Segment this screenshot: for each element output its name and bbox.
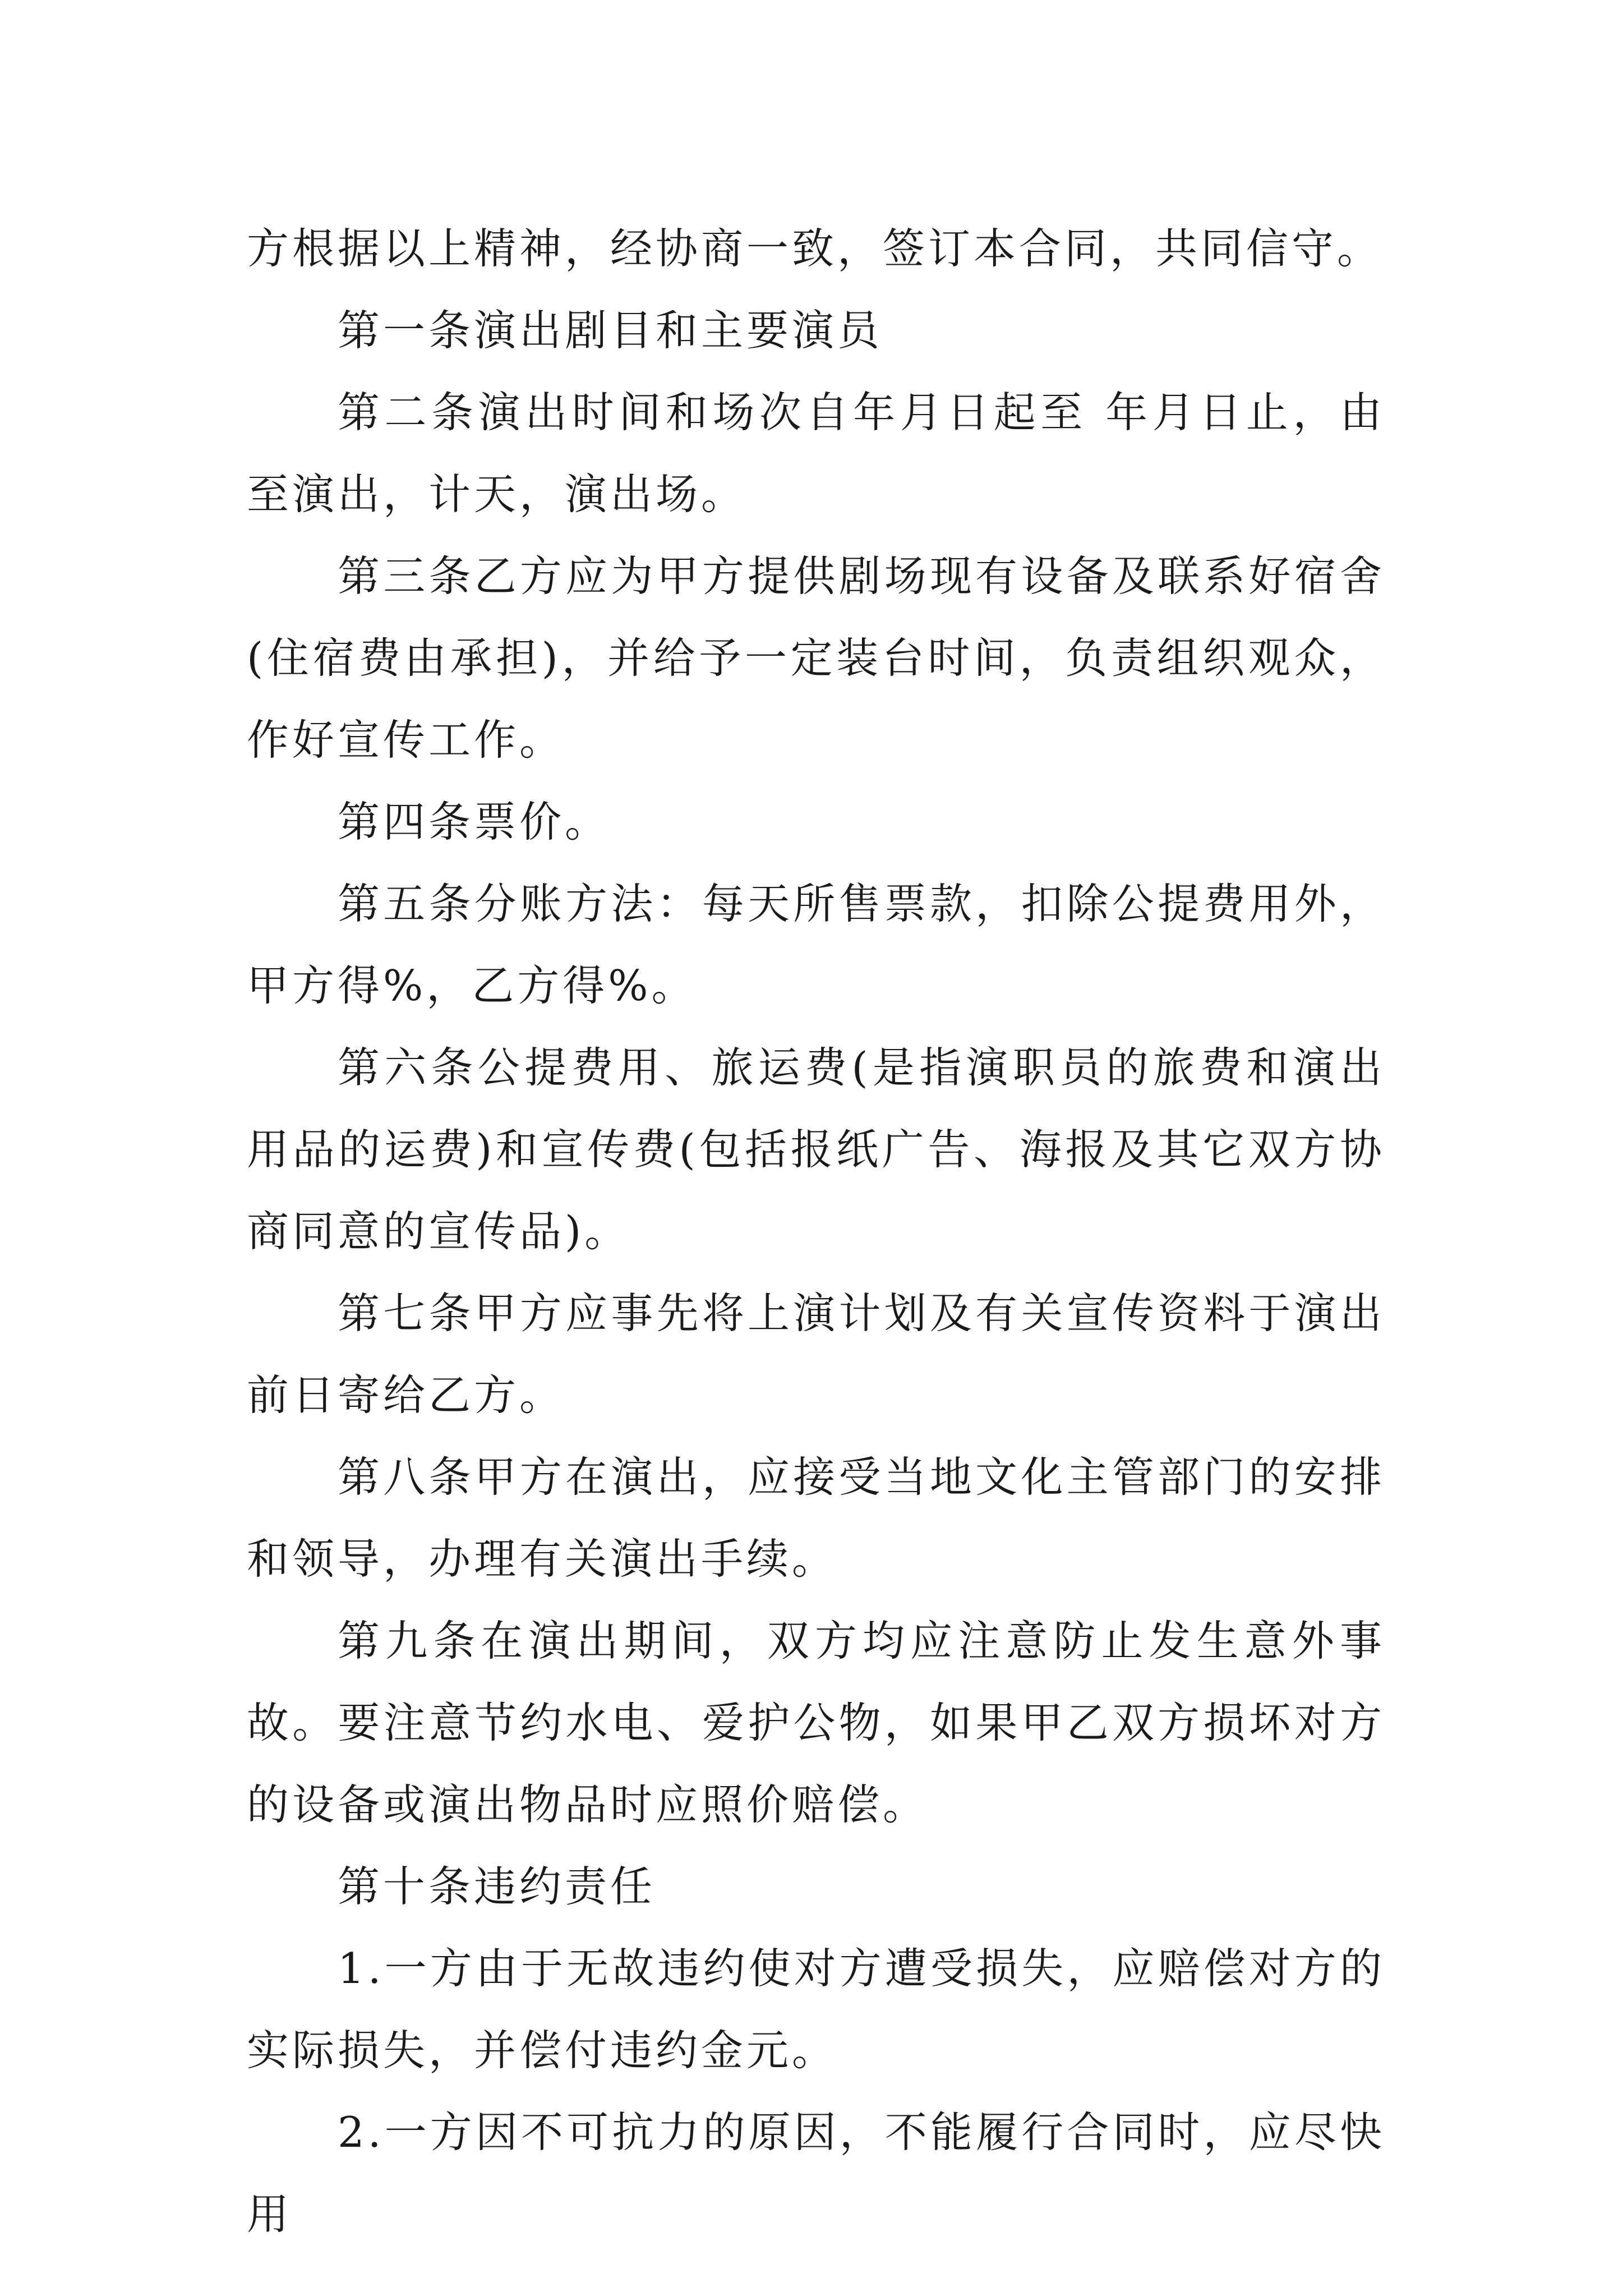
paragraph-article-1: 第一条演出剧目和主要演员 <box>338 306 883 355</box>
paragraph-article-8: 第八条甲方在演出，应接受当地文化主管部门的安排和领导，办理有关演出手续。 <box>247 1452 1385 1584</box>
paragraph-article-10-item-1: 1.一方由于无故违约使对方遭受损失，应赔偿对方的实际损失，并偿付违约金元。 <box>247 1944 1385 2075</box>
contract-body <box>247 208 1385 2255</box>
paragraph-article-10: 第十条违约责任 <box>338 1862 656 1911</box>
paragraph-article-7: 第七条甲方应事先将上演计划及有关宣传资料于演出前日寄给乙方。 <box>247 1289 1385 1420</box>
paragraph-article-4: 第四条票价。 <box>338 797 611 846</box>
paragraph-article-6: 第六条公提费用、旅运费(是指演职员的旅费和演出用品的运费)和宣传费(包括报纸广告、海报及其它双方协商同意的宣传品)。 <box>247 1043 1385 1256</box>
paragraph-article-9: 第九条在演出期间，双方均应注意防止发生意外事故。要注意节约水电、爱护公物，如果甲乙双方损坏对方的设备或演出物品时应照价赔偿。 <box>247 1616 1385 1829</box>
paragraph-article-5: 第五条分账方法：每天所售票款，扣除公提费用外，甲方得%，乙方得%。 <box>247 879 1385 1010</box>
paragraph-article-3: 第三条乙方应为甲方提供剧场现有设备及联系好宿舍(住宿费由承担)，并给予一定装台时间，负责组织观众，作好宣传工作。 <box>247 551 1385 765</box>
paragraph-article-10-item-2: 2.一方因不可抗力的原因，不能履行合同时，应尽快用 <box>247 2108 1385 2239</box>
paragraph-intro-continuation: 方根据以上精神，经协商一致，签订本合同，共同信守。 <box>247 224 1383 273</box>
paragraph-article-2: 第二条演出时间和场次自年月日起至 年月日止，由至演出，计天，演出场。 <box>247 388 1385 519</box>
